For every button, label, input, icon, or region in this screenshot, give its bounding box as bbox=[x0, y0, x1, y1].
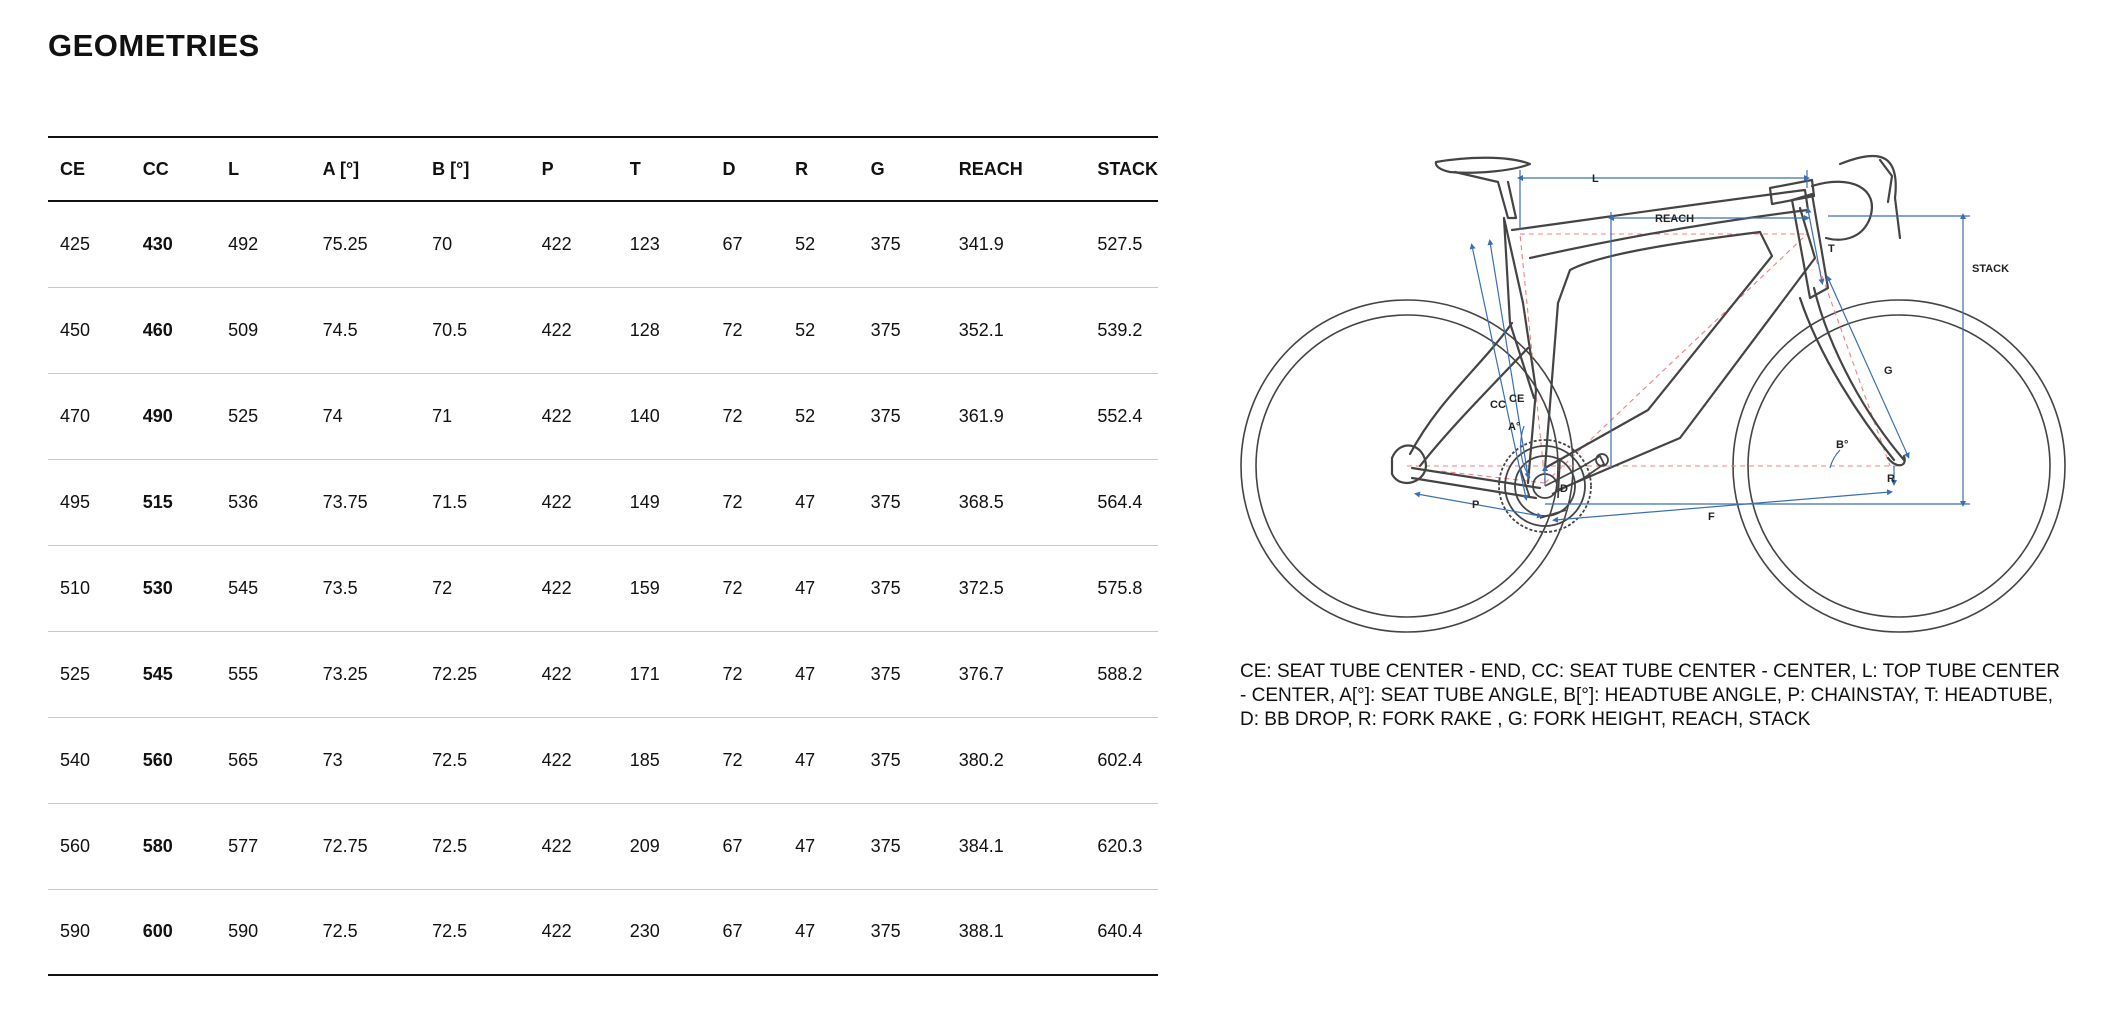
cell-r: 47 bbox=[795, 491, 816, 512]
cell-b: 72.5 bbox=[432, 749, 468, 770]
cell-l: 545 bbox=[228, 577, 259, 598]
dim-label-stack: STACK bbox=[1972, 263, 2010, 275]
cell-g: 375 bbox=[870, 577, 901, 598]
cell-b: 72.5 bbox=[432, 835, 468, 856]
cell-cc: 490 bbox=[142, 405, 173, 426]
cell-stack: 588.2 bbox=[1097, 663, 1143, 684]
cell-reach: 388.1 bbox=[958, 921, 1004, 942]
cell-g: 375 bbox=[870, 663, 901, 684]
cell-ce: 470 bbox=[60, 405, 91, 426]
cell-r: 47 bbox=[795, 921, 816, 942]
cell-d: 72 bbox=[722, 663, 743, 684]
cell-reach: 352.1 bbox=[958, 319, 1004, 340]
cell-stack: 602.4 bbox=[1097, 749, 1143, 770]
dim-label-reach: REACH bbox=[1655, 213, 1695, 225]
cell-t: 159 bbox=[629, 577, 660, 598]
cell-t: 123 bbox=[629, 233, 660, 254]
dim-label-g: G bbox=[1884, 365, 1893, 377]
dim-label-cc: CC bbox=[1490, 399, 1506, 411]
cell-cc: 515 bbox=[142, 491, 173, 512]
cell-d: 67 bbox=[722, 835, 743, 856]
geometry-table bbox=[48, 136, 1158, 976]
cell-g: 375 bbox=[870, 491, 901, 512]
cell-a: 74.5 bbox=[322, 319, 358, 340]
cell-d: 67 bbox=[722, 233, 743, 254]
bike-geometry-svg bbox=[1240, 138, 2070, 638]
cell-l: 492 bbox=[228, 233, 259, 254]
cell-r: 47 bbox=[795, 835, 816, 856]
geometry-legend: CE: SEAT TUBE CENTER - END, CC: SEAT TUBE CENTER - CENTER, L: TOP TUBE CENTER - CENTER, A[°]: SEAT TUBE ANGLE, B[°]: HEADTUBE ANGLE, P: CHAINSTAY, T: HEADTUBE, D: BB DROP, R: FORK RAKE , G: FORK HEIGHT, REACH, STACK bbox=[1240, 661, 2060, 730]
header-g: G bbox=[859, 137, 947, 201]
header-cc: CC bbox=[131, 137, 216, 201]
cell-stack: 527.5 bbox=[1097, 233, 1143, 254]
cell-reach: 341.9 bbox=[958, 233, 1004, 254]
cell-stack: 575.8 bbox=[1097, 577, 1143, 598]
bike-geometry-diagram bbox=[1240, 138, 2070, 638]
cell-cc: 430 bbox=[142, 233, 173, 254]
cell-ce: 560 bbox=[60, 835, 91, 856]
header-p: P bbox=[530, 137, 618, 201]
cell-r: 47 bbox=[795, 577, 816, 598]
cell-p: 422 bbox=[541, 405, 572, 426]
cell-reach: 368.5 bbox=[958, 491, 1004, 512]
cell-g: 375 bbox=[870, 835, 901, 856]
cell-t: 230 bbox=[629, 921, 660, 942]
table-row bbox=[48, 545, 1158, 631]
cell-r: 47 bbox=[795, 749, 816, 770]
cell-cc: 580 bbox=[142, 835, 173, 856]
dim-label-f: F bbox=[1708, 511, 1715, 523]
cell-p: 422 bbox=[541, 921, 572, 942]
cell-l: 555 bbox=[228, 663, 259, 684]
cell-cc: 460 bbox=[142, 319, 173, 340]
table-row bbox=[48, 631, 1158, 717]
cell-ce: 590 bbox=[60, 921, 91, 942]
cell-p: 422 bbox=[541, 319, 572, 340]
table-row bbox=[48, 889, 1158, 975]
dim-label-r: R bbox=[1887, 473, 1895, 485]
cell-l: 577 bbox=[228, 835, 259, 856]
dim-label-b: B° bbox=[1836, 439, 1849, 451]
cell-b: 72 bbox=[432, 577, 453, 598]
cell-cc: 530 bbox=[142, 577, 173, 598]
cell-ce: 540 bbox=[60, 749, 91, 770]
cell-stack: 564.4 bbox=[1097, 491, 1143, 512]
cell-ce: 525 bbox=[60, 663, 91, 684]
cell-r: 47 bbox=[795, 663, 816, 684]
header-d: D bbox=[710, 137, 783, 201]
cell-b: 70 bbox=[432, 233, 453, 254]
cell-ce: 510 bbox=[60, 577, 91, 598]
dim-label-l: L bbox=[1592, 173, 1599, 185]
cell-b: 70.5 bbox=[432, 319, 468, 340]
table-header-row bbox=[48, 137, 1158, 201]
cell-d: 72 bbox=[722, 319, 743, 340]
cell-a: 73.75 bbox=[322, 491, 368, 512]
cell-d: 72 bbox=[722, 491, 743, 512]
bike-frame bbox=[1392, 156, 1905, 498]
dim-label-p: P bbox=[1472, 499, 1480, 511]
cell-t: 140 bbox=[629, 405, 660, 426]
dim-label-ce: CE bbox=[1509, 393, 1525, 405]
header-t: T bbox=[618, 137, 711, 201]
header-stack: STACK bbox=[1085, 137, 1158, 201]
dim-label-a: A° bbox=[1508, 421, 1521, 433]
header-r: R bbox=[783, 137, 858, 201]
cell-t: 171 bbox=[629, 663, 660, 684]
table-row bbox=[48, 459, 1158, 545]
cell-r: 52 bbox=[795, 405, 816, 426]
page-title: GEOMETRIES bbox=[48, 28, 260, 63]
table-row bbox=[48, 717, 1158, 803]
cell-p: 422 bbox=[541, 233, 572, 254]
cell-stack: 552.4 bbox=[1097, 405, 1143, 426]
cell-a: 73.5 bbox=[322, 577, 358, 598]
cell-stack: 640.4 bbox=[1097, 921, 1143, 942]
cell-reach: 384.1 bbox=[958, 835, 1004, 856]
cell-g: 375 bbox=[870, 921, 901, 942]
dim-label-t: T bbox=[1828, 243, 1835, 255]
table-row bbox=[48, 373, 1158, 459]
cell-l: 565 bbox=[228, 749, 259, 770]
table-row bbox=[48, 803, 1158, 889]
cell-l: 590 bbox=[228, 921, 259, 942]
cell-p: 422 bbox=[541, 577, 572, 598]
cell-a: 73 bbox=[322, 749, 343, 770]
cell-l: 509 bbox=[228, 319, 259, 340]
cell-a: 74 bbox=[322, 405, 343, 426]
cell-d: 72 bbox=[722, 749, 743, 770]
cell-l: 525 bbox=[228, 405, 259, 426]
cell-reach: 376.7 bbox=[958, 663, 1004, 684]
cell-p: 422 bbox=[541, 835, 572, 856]
dim-label-d: D bbox=[1560, 483, 1568, 495]
cell-reach: 361.9 bbox=[958, 405, 1004, 426]
cell-g: 375 bbox=[870, 749, 901, 770]
cell-g: 375 bbox=[870, 405, 901, 426]
cell-ce: 425 bbox=[60, 233, 91, 254]
cell-cc: 600 bbox=[142, 921, 173, 942]
cell-a: 73.25 bbox=[322, 663, 368, 684]
cell-a: 72.75 bbox=[322, 835, 368, 856]
cell-r: 52 bbox=[795, 319, 816, 340]
cell-cc: 560 bbox=[142, 749, 173, 770]
cell-a: 72.5 bbox=[322, 921, 358, 942]
cell-stack: 620.3 bbox=[1097, 835, 1143, 856]
cell-a: 75.25 bbox=[322, 233, 368, 254]
header-a: A [°] bbox=[311, 137, 420, 201]
cell-ce: 495 bbox=[60, 491, 91, 512]
header-reach: REACH bbox=[947, 137, 1086, 201]
cell-reach: 372.5 bbox=[958, 577, 1004, 598]
cell-p: 422 bbox=[541, 749, 572, 770]
cell-d: 72 bbox=[722, 405, 743, 426]
cell-b: 72.5 bbox=[432, 921, 468, 942]
cell-t: 209 bbox=[629, 835, 660, 856]
drivetrain bbox=[1499, 440, 1608, 532]
cell-t: 149 bbox=[629, 491, 660, 512]
table-row bbox=[48, 287, 1158, 373]
cell-d: 67 bbox=[722, 921, 743, 942]
cell-ce: 450 bbox=[60, 319, 91, 340]
header-ce: CE bbox=[48, 137, 131, 201]
cell-reach: 380.2 bbox=[958, 749, 1004, 770]
cell-t: 185 bbox=[629, 749, 660, 770]
cell-b: 72.25 bbox=[432, 663, 478, 684]
cell-p: 422 bbox=[541, 663, 572, 684]
table-row bbox=[48, 201, 1158, 287]
cell-p: 422 bbox=[541, 491, 572, 512]
cell-g: 375 bbox=[870, 233, 901, 254]
cell-b: 71 bbox=[432, 405, 453, 426]
cell-stack: 539.2 bbox=[1097, 319, 1143, 340]
header-l: L bbox=[216, 137, 310, 201]
cell-d: 72 bbox=[722, 577, 743, 598]
cell-cc: 545 bbox=[142, 663, 173, 684]
cell-g: 375 bbox=[870, 319, 901, 340]
cell-t: 128 bbox=[629, 319, 660, 340]
cell-r: 52 bbox=[795, 233, 816, 254]
cell-b: 71.5 bbox=[432, 491, 468, 512]
cell-l: 536 bbox=[228, 491, 259, 512]
header-b: B [°] bbox=[420, 137, 529, 201]
